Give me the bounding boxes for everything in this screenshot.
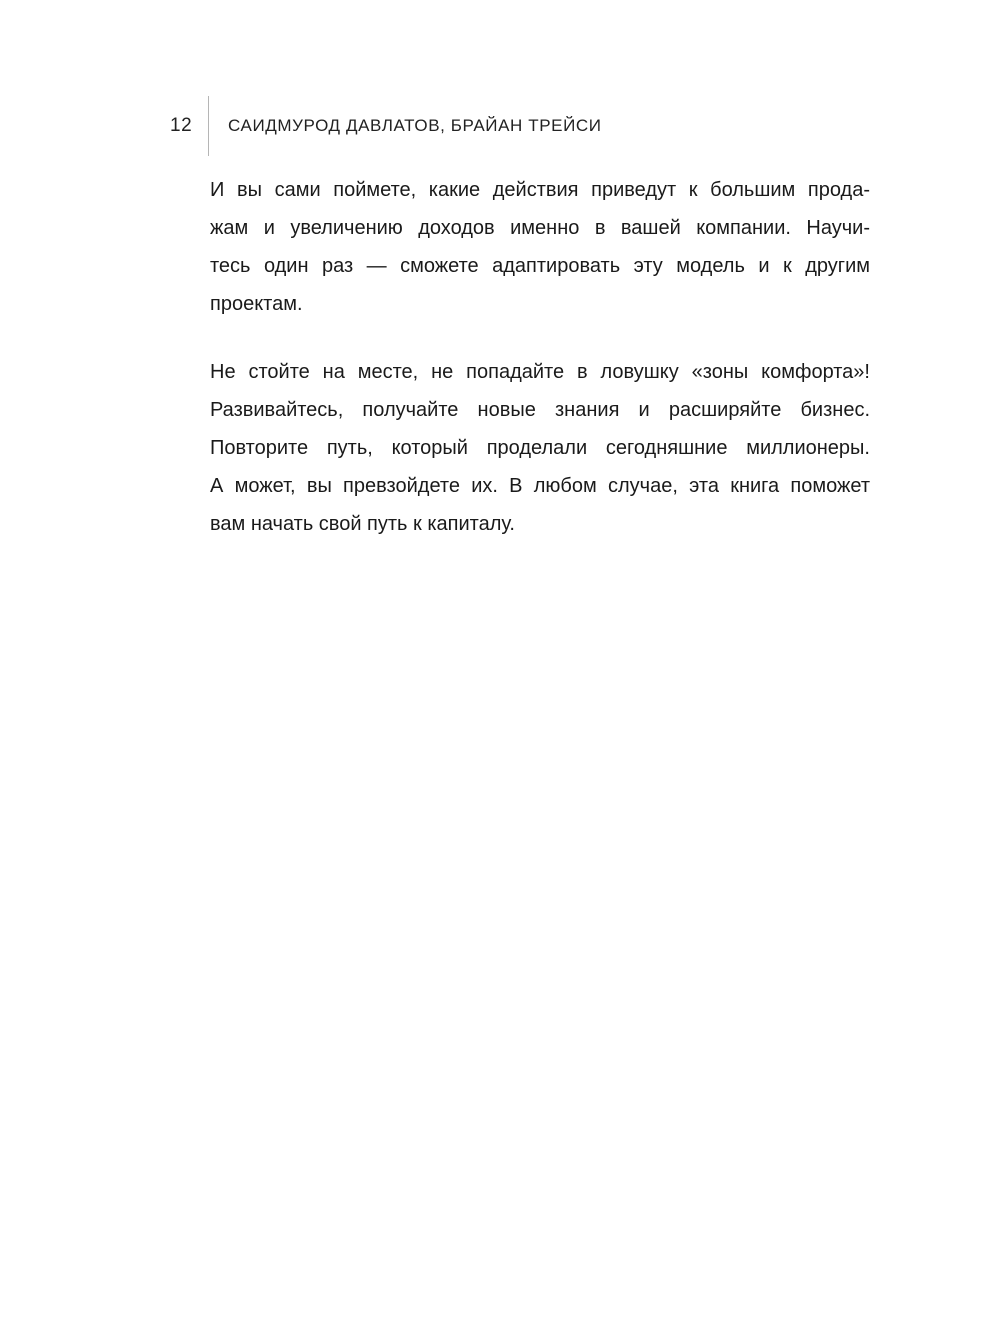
paragraph-1 <box>210 171 870 323</box>
header-divider <box>208 96 209 156</box>
text-line: Не стойте на месте, не попадайте в ловушку «зоны комфорта»! <box>210 361 870 383</box>
text-line: И вы сами поймете, какие действия приведут к большим прода- <box>210 179 870 201</box>
text-line: А может, вы превзойдете их. В любом случае, эта книга поможет <box>210 475 870 497</box>
body-text <box>210 171 870 573</box>
running-header <box>170 96 870 156</box>
text-line: тесь один раз — сможете адаптировать эту модель и к другим <box>210 255 870 277</box>
text-line: Повторите путь, который проделали сегодняшние миллионеры. <box>210 437 870 459</box>
running-title: САИДМУРОД ДАВЛАТОВ, БРАЙАН ТРЕЙСИ <box>228 116 602 135</box>
page-number: 12 <box>170 115 193 136</box>
text-line: вам начать свой путь к капиталу. <box>210 513 515 535</box>
text-line: жам и увеличению доходов именно в вашей компании. Научи- <box>210 217 870 239</box>
text-line: проектам. <box>210 293 303 315</box>
text-line: Развивайтесь, получайте новые знания и расширяйте бизнес. <box>210 399 870 421</box>
paragraph-2 <box>210 353 870 543</box>
